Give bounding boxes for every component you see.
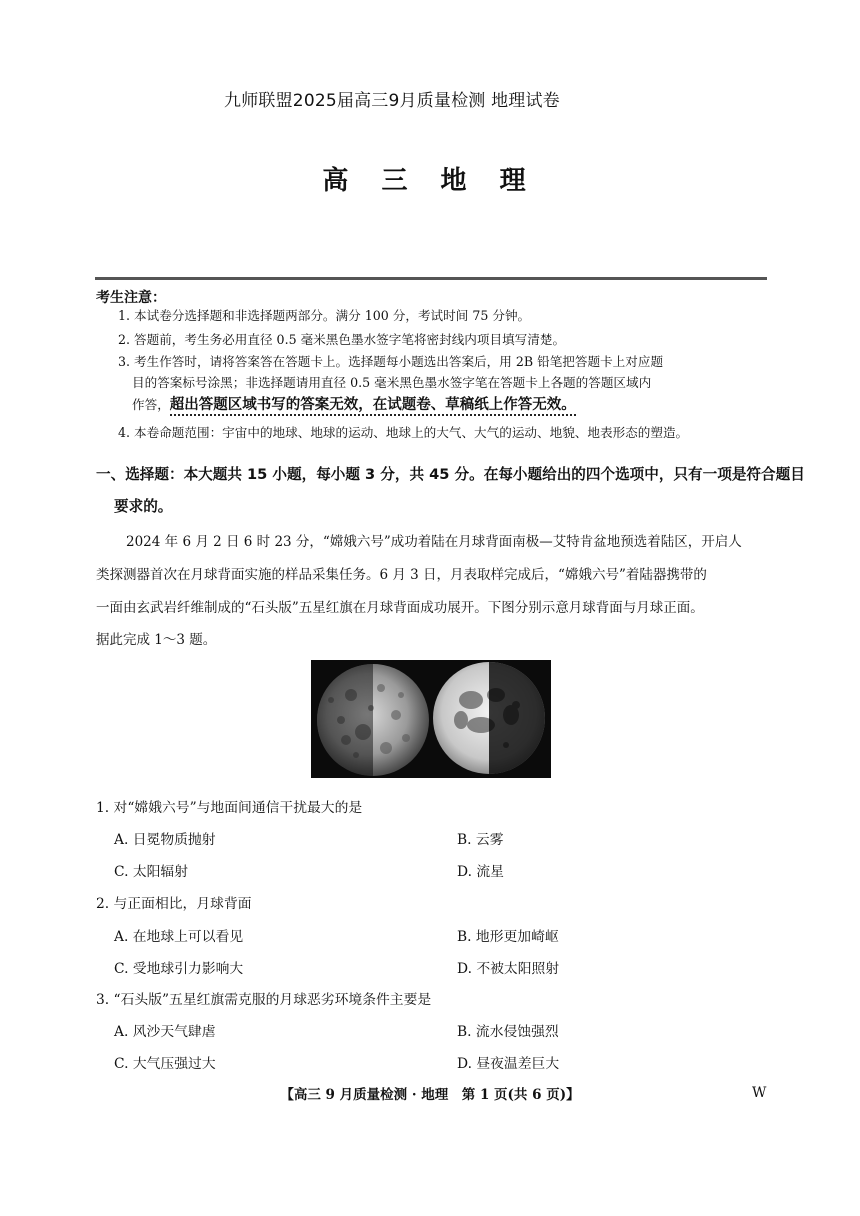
question-2-option-a: A. 在地球上可以看见 [114, 929, 244, 945]
section-heading-line-1: 一、选择题：本大题共 15 小题，每小题 3 分，共 45 分。在每小题给出的四个选项中，只有一项是符合题目 [96, 466, 805, 483]
page-footer: 【高三 9 月质量检测 · 地理 第 1 页(共 6 页)】 [280, 1087, 580, 1103]
question-2-option-c: C. 受地球引力影响大 [114, 961, 244, 977]
question-1-stem: 1. 对“嫦娥六号”与地面间通信干扰最大的是 [96, 800, 363, 816]
moon-far-and-near-side-figure [311, 660, 551, 778]
question-1-option-c: C. 太阳辐射 [114, 864, 189, 880]
question-3-option-d: D. 昼夜温差巨大 [457, 1056, 560, 1072]
notice-item-1: 1. 本试卷分选择题和非选择题两部分。满分 100 分，考试时间 75 分钟。 [118, 308, 531, 323]
passage-line-1: 2024 年 6 月 2 日 6 时 23 分，“嫦娥六号”成功着陆在月球背面南极—艾特肯盆地预选着陆区，开启人 [126, 534, 742, 550]
question-3-stem: 3. “石头版”五星红旗需克服的月球恶劣环境条件主要是 [96, 992, 432, 1008]
corner-mark: W [752, 1085, 767, 1101]
question-3-option-c: C. 大气压强过大 [114, 1056, 216, 1072]
exam-header-title: 九师联盟2025届高三9月质量检测 地理试卷 [224, 91, 560, 111]
moon-images [311, 660, 551, 778]
passage-line-2: 类探测器首次在月球背面实施的样品采集任务。6 月 3 日，月表取样完成后，“嫦娥六号”着陆器携带的 [96, 567, 707, 583]
notice-heading: 考生注意： [96, 290, 166, 306]
notice-item-2: 2. 答题前，考生务必用直径 0.5 毫米黑色墨水签字笔将密封线内项目填写清楚。 [118, 332, 566, 347]
question-1-option-a: A. 日冕物质抛射 [114, 832, 216, 848]
passage-line-3: 一面由玄武岩纤维制成的“石头版”五星红旗在月球背面成功展开。下图分别示意月球背面与月球正面。 [96, 600, 704, 616]
question-1-option-b: B. 云雾 [457, 832, 504, 848]
question-2-stem: 2. 与正面相比，月球背面 [96, 896, 252, 912]
question-3-option-a: A. 风沙天气肆虐 [114, 1024, 216, 1040]
notice-item-3-line-3 [132, 395, 576, 415]
question-1-option-d: D. 流星 [457, 864, 504, 880]
notice-item-3-prefix: 作答， [132, 397, 170, 412]
notice-emphasis: 超出答题区域书写的答案无效，在试题卷、草稿纸上作答无效。 [170, 397, 576, 416]
passage-line-4: 据此完成 1～3 题。 [96, 632, 217, 648]
header-divider [95, 277, 767, 280]
notice-item-4: 4. 本卷命题范围：宇宙中的地球、地球的运动、地球上的大气、大气的运动、地貌、地表形态的塑造。 [118, 425, 689, 440]
notice-item-3-line-2: 目的答案标号涂黑；非选择题请用直径 0.5 毫米黑色墨水签字笔在答题卡上各题的答题区域内 [132, 375, 652, 390]
moon-far-side-icon [317, 664, 429, 776]
question-3-option-b: B. 流水侵蚀强烈 [457, 1024, 559, 1040]
section-heading-line-2: 要求的。 [114, 498, 173, 515]
question-2-option-b: B. 地形更加崎岖 [457, 929, 559, 945]
page-title: 高 三 地 理 [322, 166, 538, 196]
notice-item-3-line-1: 3. 考生作答时，请将答案答在答题卡上。选择题每小题选出答案后，用 2B 铅笔把答题卡上对应题 [118, 354, 664, 369]
question-2-option-d: D. 不被太阳照射 [457, 961, 560, 977]
